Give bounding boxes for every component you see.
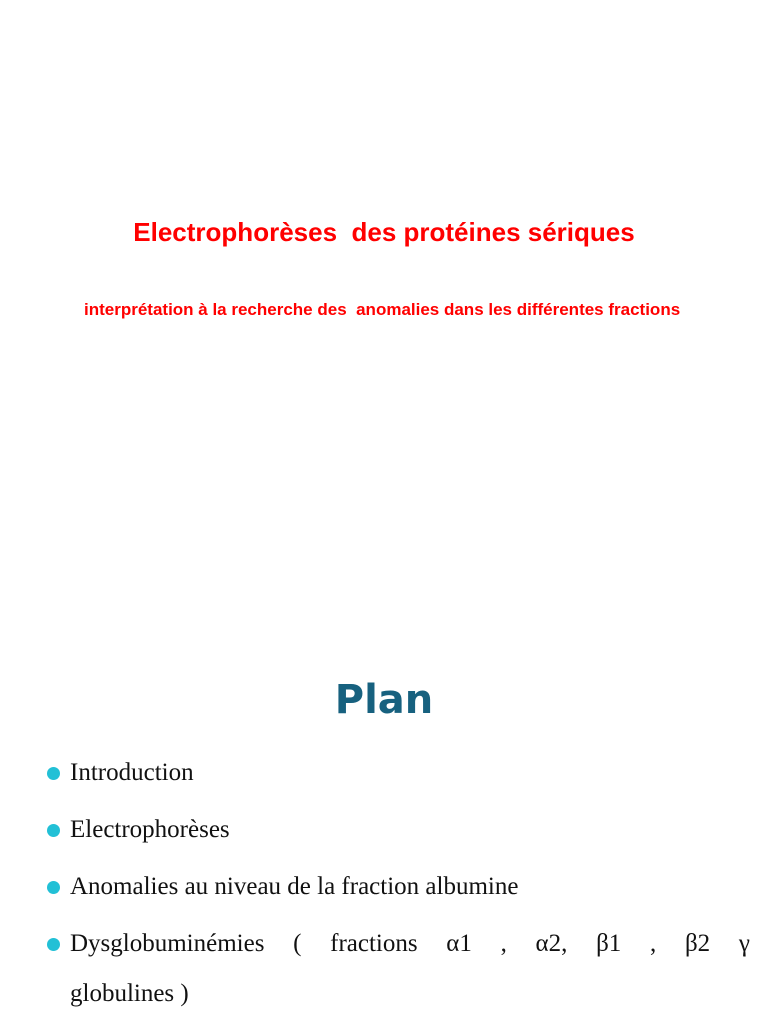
bullet-word: , [500,930,507,957]
bullet-text-line-1 [70,919,750,969]
bullet-word: α2, [535,930,568,957]
bullet-word: β1 [596,930,622,957]
bullet-word: γ [738,930,750,957]
plan-title: Plan [334,677,434,723]
plan-bullet-introduction [0,748,768,805]
bullet-text: Anomalies au niveau de la fraction albumine [70,873,519,900]
bullet-word: α1 [446,930,472,957]
bullet-word: β2 [684,930,711,957]
bullet-text: Introduction [70,759,194,786]
slide-title: Electrophorèses des protéines sériques [133,217,635,247]
plan-bullet-albumine [0,862,768,919]
bullet-dot-icon [47,824,60,837]
bullet-dot-icon [47,767,60,780]
bullet-word: , [650,930,657,957]
plan-bullet-list [0,748,768,1019]
bullet-text: Electrophorèses [70,816,230,843]
plan-bullet-dysglobuminemies [0,919,768,1019]
bullet-word: ( [293,930,302,957]
plan-bullet-electrophoreses [0,805,768,862]
bullet-word: Dysglobuminémies [70,930,265,957]
bullet-dot-icon [47,881,60,894]
bullet-dot-icon [47,938,60,951]
bullet-text-line-2: globulines ) [70,980,189,1007]
slide-subtitle: interprétation à la recherche des anomalies dans les différentes fractions [84,300,681,319]
bullet-word: fractions [330,930,418,957]
